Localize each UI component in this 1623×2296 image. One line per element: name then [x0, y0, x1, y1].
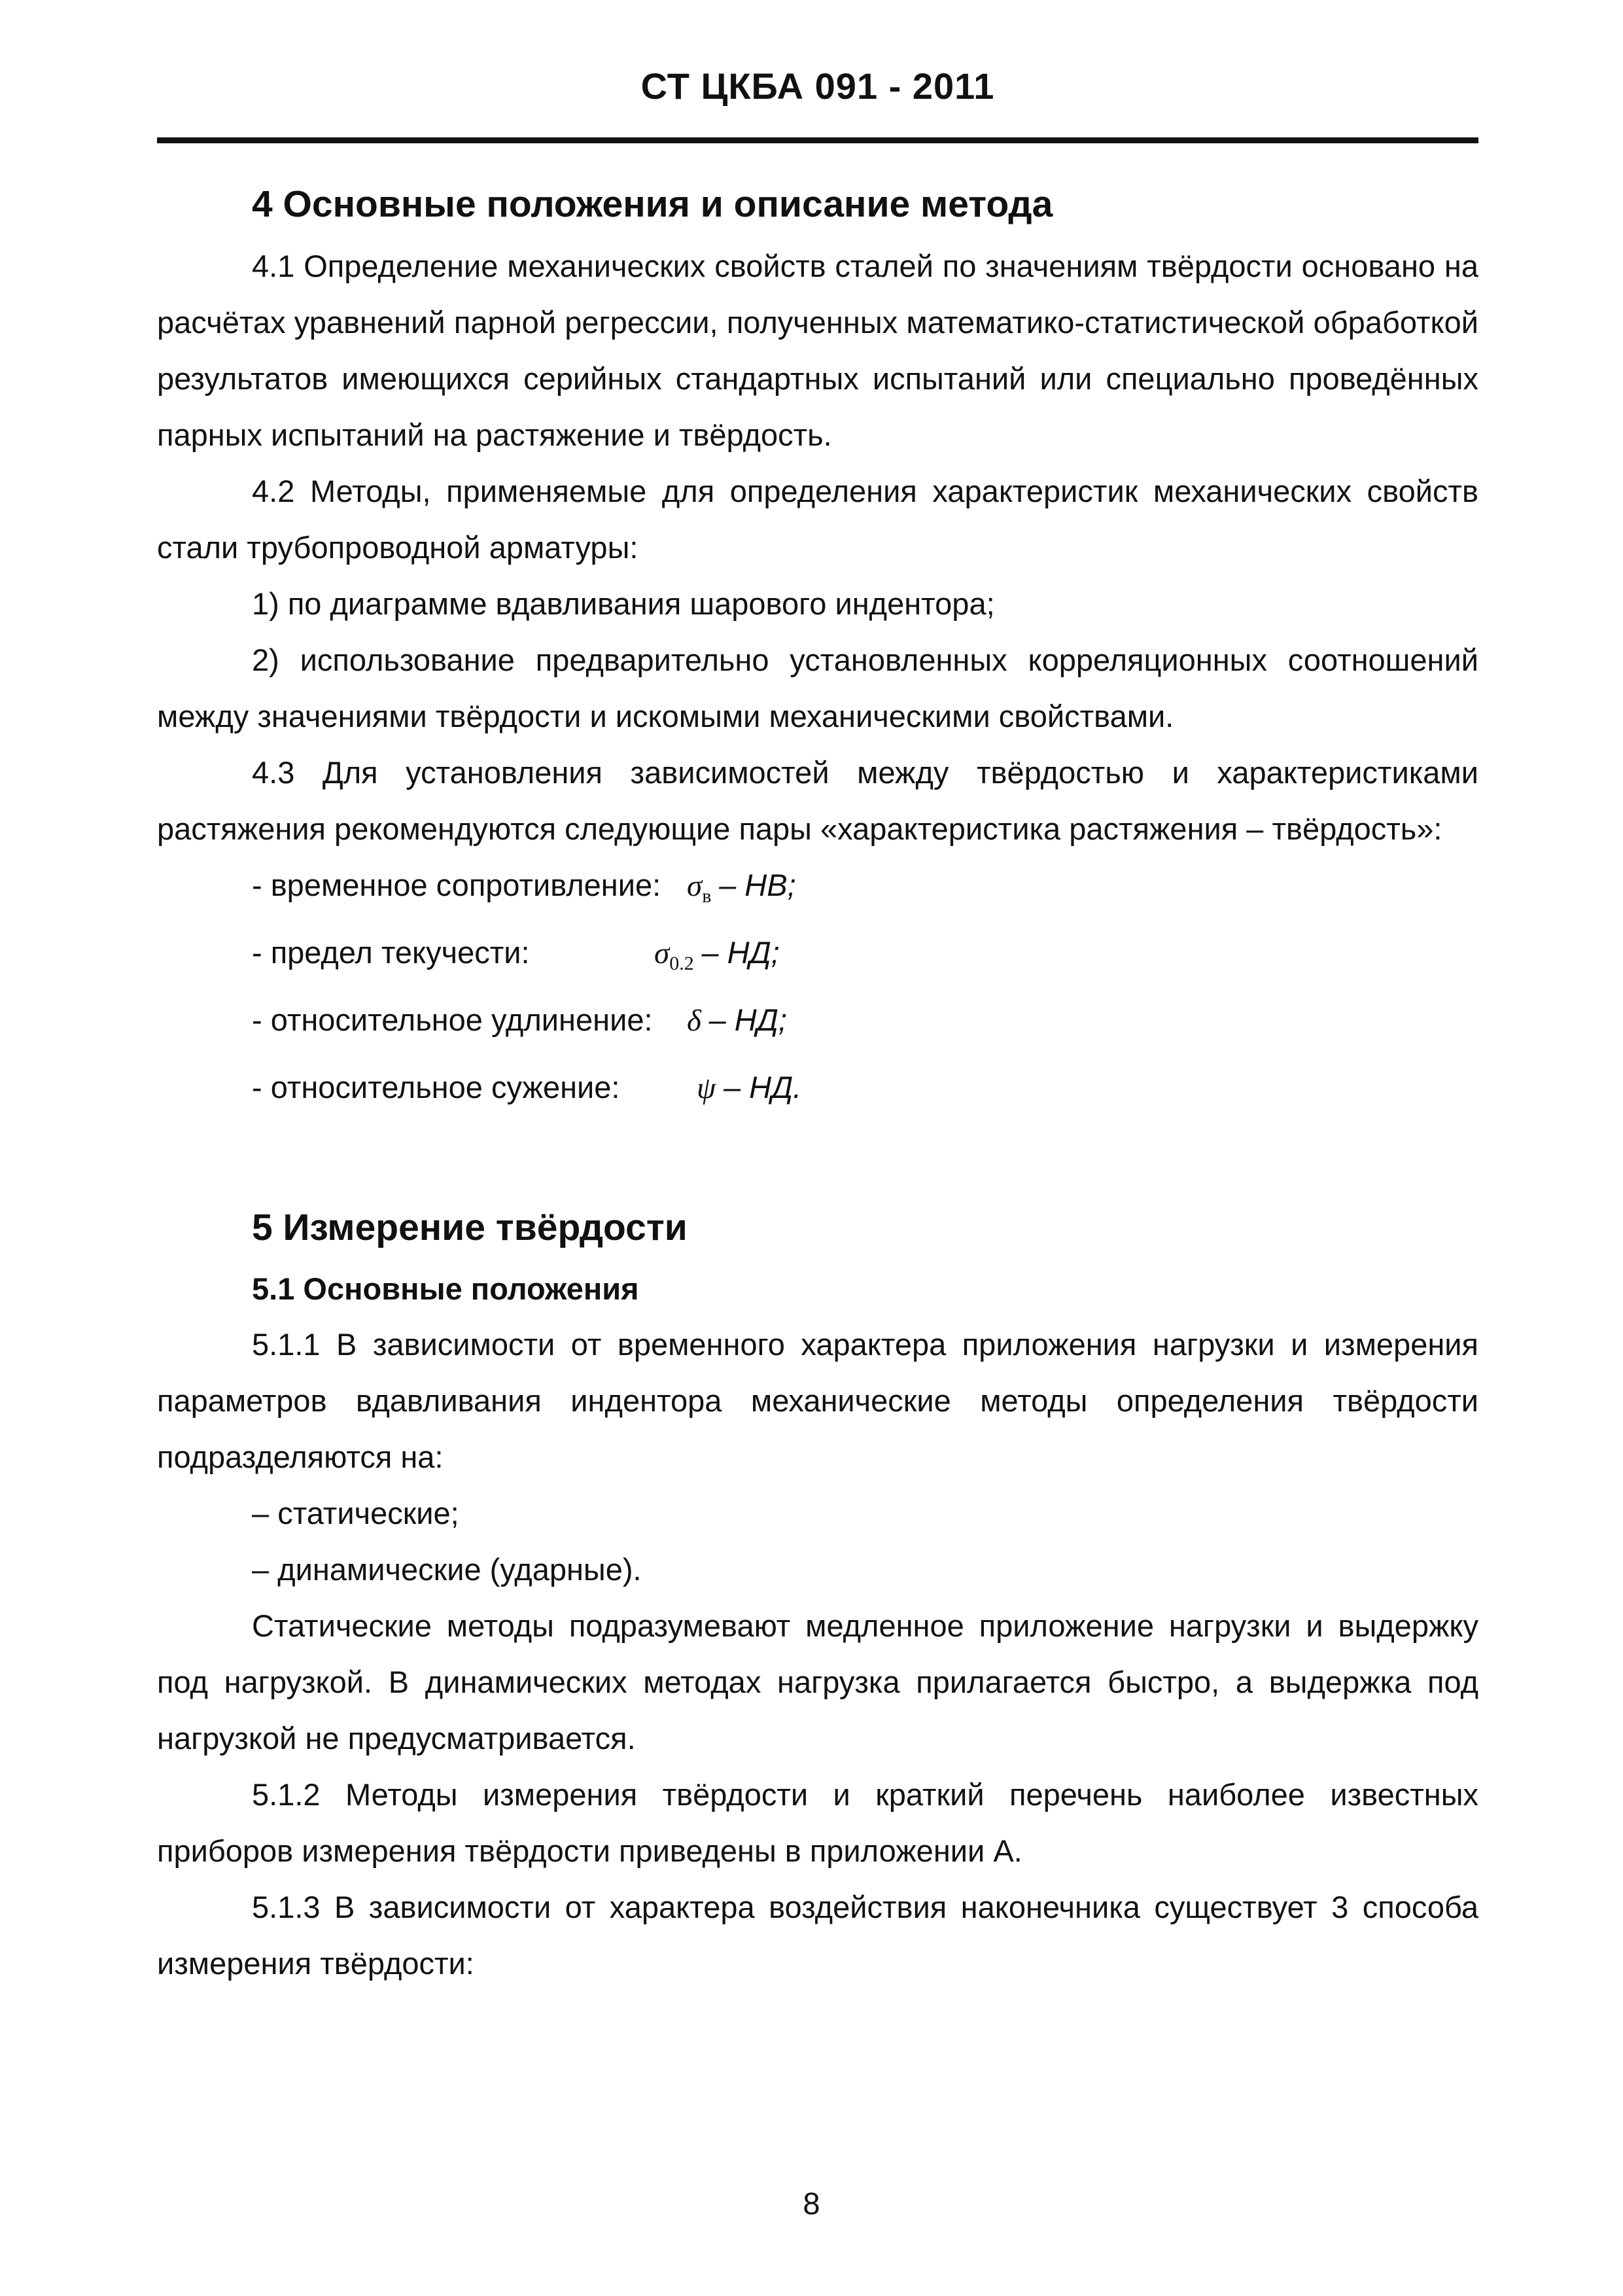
paragraph-5-1-2: 5.1.2 Методы измерения твёрдости и краткий перечень наиболее известных приборов измерения твёрдости приведены в приложении А.	[157, 1777, 1478, 1868]
pair-label: - относительное удлинение:	[252, 1002, 653, 1037]
paragraph-4-1: 4.1 Определение механических свойств сталей по значениям твёрдости основано на расчётах уравнений парной регрессии, полученных математико-статистической обработкой результатов имеющихся серийных стандартных испытаний или специально проведённых парных испытаний на растяжение и твёрдость.	[157, 249, 1478, 452]
pair-formula: $\sigma_{0.2}$ – НД;	[654, 935, 780, 974]
list-item-2: 2) использование предварительно установленных корреляционных соотношений между значениями твёрдости и искомыми механическими свойствами.	[157, 643, 1478, 733]
dash-item-dynamic: – динамические (ударные).	[252, 1552, 642, 1587]
document-code: СТ ЦКБА 091 - 2011	[640, 65, 995, 107]
list-item-1: 1) по диаграмме вдавливания шарового индентора;	[252, 586, 995, 621]
pair-label: - относительное сужение:	[252, 1070, 620, 1104]
pair-label: - предел текучести:	[252, 935, 530, 970]
paragraph-static-methods: Статические методы подразумевают медленное приложение нагрузки и выдержку под нагрузкой. В динамических методах нагрузка прилагается быстро, а выдержка под нагрузкой не предусматривается.	[157, 1608, 1478, 1756]
pair-formula: δ – НД;	[687, 1002, 787, 1038]
paragraph-5-1-1: 5.1.1 В зависимости от временного характера приложения нагрузки и измерения параметров вдавливания индентора механические методы определения твёрдости подразделяются на:	[157, 1327, 1478, 1474]
paragraph-4-2: 4.2 Методы, применяемые для определения характеристик механических свойств стали трубопроводной арматуры:	[157, 474, 1478, 565]
dash-item-static: – статические;	[252, 1496, 459, 1530]
pair-formula: ψ – НД.	[697, 1070, 802, 1105]
pair-label: - временное сопротивление:	[252, 868, 661, 902]
pair-line-reduction-of-area	[157, 1059, 1478, 1127]
page-content	[157, 177, 1478, 1992]
section-5-title: 5 Измерение твёрдости	[252, 1207, 688, 1248]
pair-line-tensile-strength	[157, 857, 1478, 925]
paragraph-5-1-3: 5.1.3 В зависимости от характера воздействия наконечника существует 3 способа измерения твёрдости:	[157, 1890, 1478, 1981]
subsection-5-1-title: 5.1 Основные положения	[252, 1271, 639, 1306]
pair-line-elongation	[157, 992, 1478, 1059]
section-4-title: 4 Основные положения и описание метода	[252, 183, 1053, 225]
header-rule	[157, 137, 1478, 143]
page-header	[157, 60, 1478, 113]
paragraph-4-3: 4.3 Для установления зависимостей между твёрдостью и характеристиками растяжения рекомендуются следующие пары «характеристика растяжения – твёрдость»:	[157, 755, 1478, 846]
page-number: 8	[803, 2186, 820, 2221]
pair-line-yield-strength	[157, 925, 1478, 992]
pair-formula: $\sigma_в$ – НВ;	[687, 868, 796, 907]
